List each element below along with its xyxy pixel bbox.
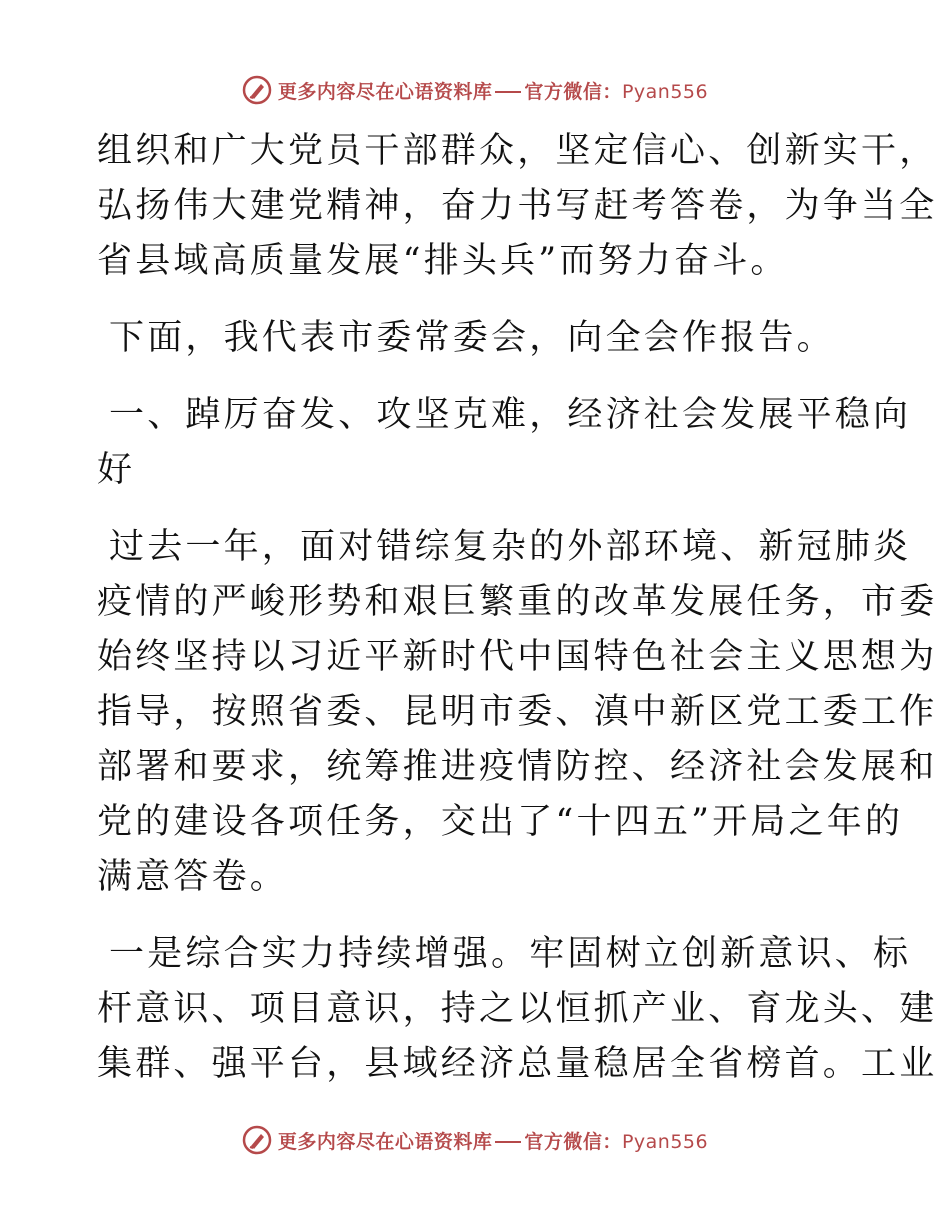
text-line: 一、踔厉奋发、攻坚克难，经济社会发展平稳向 — [109, 395, 912, 435]
watermark-text: 更多内容尽在心语资料库 官方微信：Pyan556 — [277, 80, 709, 103]
text-line: 满意答卷。 — [97, 857, 289, 897]
paragraph-4 — [97, 927, 938, 1092]
text-line: 部署和要求，统筹推进疫情防控、经济社会发展和 — [97, 747, 938, 787]
text-line: 好 — [97, 450, 136, 490]
watermark-banner-bottom — [0, 1120, 950, 1160]
text-line: 组织和广大党员干部群众，坚定信心、创新实干， — [97, 131, 938, 171]
document-body — [97, 124, 938, 1114]
text-line: 党的建设各项任务，交出了“十四五”开局之年的 — [97, 802, 904, 842]
watermark-text: 更多内容尽在心语资料库 官方微信：Pyan556 — [277, 1130, 709, 1153]
text-line: 集群、强平台，县域经济总量稳居全省榜首。工业 — [97, 1044, 938, 1084]
text-line: 弘扬伟大建党精神，奋力书写赶考答卷，为争当全 — [97, 186, 938, 226]
text-line: 一是综合实力持续增强。牢固树立创新意识、标 — [109, 934, 912, 974]
paragraph-1 — [97, 124, 938, 289]
section-heading — [97, 388, 912, 498]
text-line: 指导，按照省委、昆明市委、滇中新区党工委工作 — [97, 692, 938, 732]
paragraph-2 — [97, 311, 857, 366]
text-line: 始终坚持以习近平新时代中国特色社会主义思想为 — [97, 637, 938, 677]
text-line: 疫情的严峻形势和艰巨繁重的改革发展任务，市委 — [97, 582, 938, 622]
text-line: 杆意识、项目意识，持之以恒抓产业、育龙头、建 — [97, 989, 938, 1029]
pen-logo-icon — [242, 1125, 272, 1155]
watermark-banner-top — [0, 70, 950, 110]
pen-logo-icon — [242, 75, 272, 105]
text-line: 过去一年，面对错综复杂的外部环境、新冠肺炎 — [109, 527, 912, 567]
text-line: 下面，我代表市委常委会，向全会作报告。 — [109, 318, 835, 358]
text-line: 省县域高质量发展“排头兵”而努力奋斗。 — [97, 241, 789, 281]
paragraph-3 — [97, 520, 938, 905]
